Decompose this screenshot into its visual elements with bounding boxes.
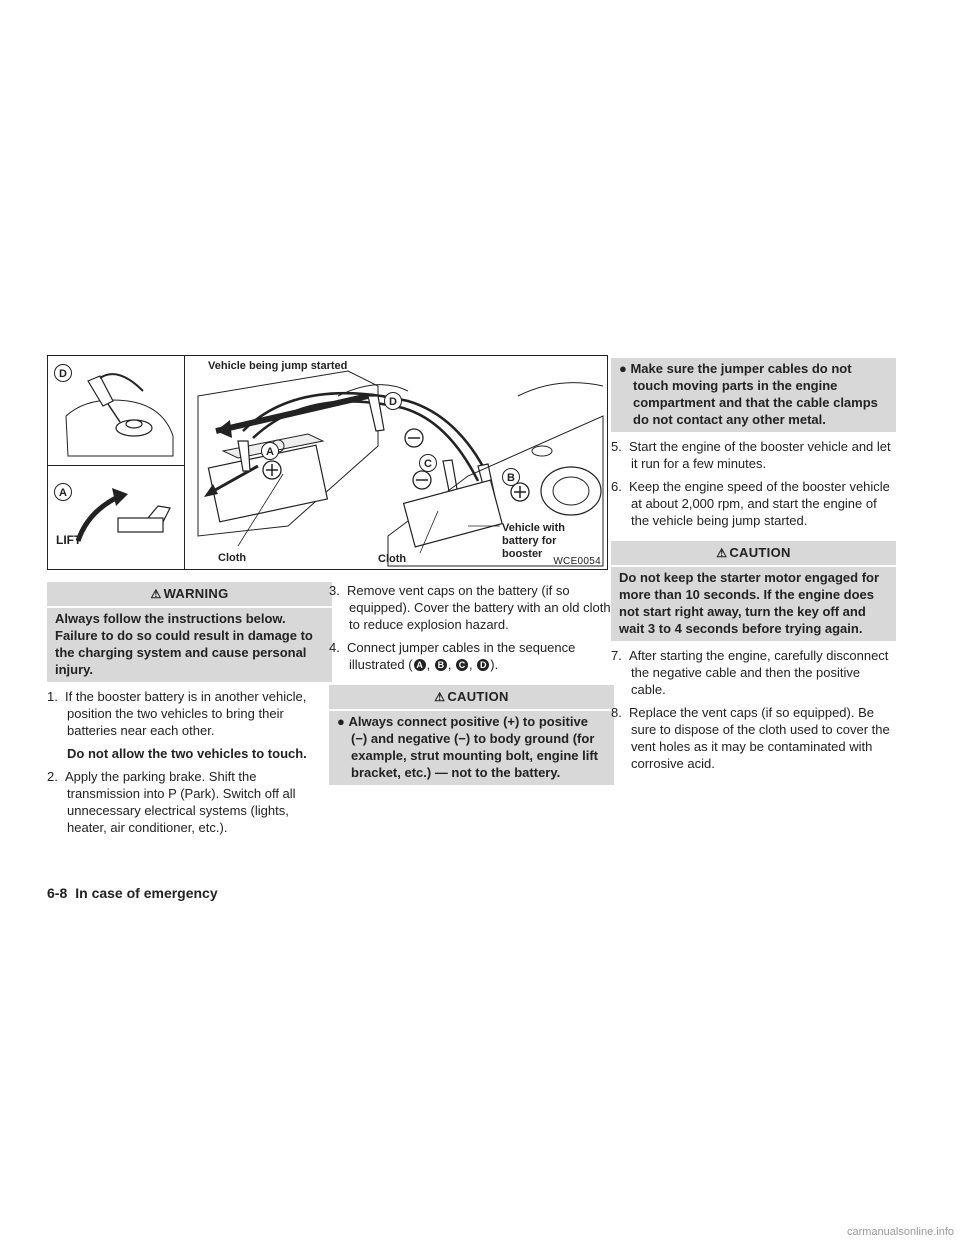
step-4: 4. Connect jumper cables in the sequence illustrated ( A , B , C , D ). [329,640,576,672]
step-text: Replace the vent caps (if so equipped). Be sure to dispose of the cloth used to cover the vent holes as it may be contaminated with corrosive acid. [629,705,890,771]
warning-header [47,582,332,606]
step-number: 5. [611,439,622,454]
bullet-icon: ● [619,361,631,376]
caution-1-header [329,685,614,709]
caution-1-text: Always connect positive (+) to positive (−) and negative (−) to body ground (for example, strut mounting bolt, engine lift bracket, etc.) — not to the battery. [348,714,599,780]
step-number: 8. [611,705,622,720]
cloth-label-left: Cloth [218,552,247,564]
figure-divider [184,356,185,569]
step-2 [47,768,332,836]
caution-2-header [611,541,896,565]
caution-2-title: CAUTION [729,545,791,560]
watermark: carmanualsonline.info [846,1226,954,1238]
warning-triangle-icon: ⚠ [150,587,162,601]
jump-start-illustration [47,355,608,570]
step-text: After starting the engine, carefully disconnect the negative cable and then the positive cable. [629,648,889,697]
lift-label: LIFT [56,533,82,547]
column-1 [47,582,332,836]
step-number: 7. [611,648,622,663]
step-7 [611,647,896,698]
sequence-d: D [477,659,489,671]
page-number: 6-8 [47,885,68,901]
page-footer [47,885,218,901]
step-1-note: Do not allow the two vehicles to touch. [67,746,307,761]
caution-continued-body [611,358,896,432]
bullet-icon: ● [337,714,349,729]
caution-2-body: Do not keep the starter motor engaged for more than 10 seconds. If the engine does not start right away, turn the key off and wait 3 to 4 seconds before trying again. [611,567,896,641]
step-number: 6. [611,479,622,494]
caution-triangle-icon: ⚠ [434,690,446,704]
step-8 [611,704,896,772]
callout-d-inset: D [54,364,72,382]
booster-label-line1: Vehicle with [502,522,565,534]
vehicle-jump-started-label: Vehicle being jump started [208,360,348,372]
column-2 [329,582,614,785]
step-text: Start the engine of the booster vehicle and let it run for a few minutes. [629,439,891,471]
step-number: 2. [47,769,58,784]
caution-1-title: CAUTION [447,689,509,704]
cloth-label-right: Cloth [378,553,407,565]
sequence-c: C [456,659,468,671]
caution-1-body [329,711,614,785]
callout-a: A [261,442,279,460]
callout-c: C [419,454,437,472]
booster-label-line2: battery for [502,535,557,547]
section-title: In case of emergency [75,885,218,901]
warning-body: Always follow the instructions below. Failure to do so could result in damage to the charging system and cause personal injury. [47,608,332,682]
callout-a-inset: A [54,483,72,501]
caution-triangle-icon: ⚠ [716,546,728,560]
step-5 [611,438,896,472]
column-3 [611,358,896,772]
warning-title: WARNING [163,586,229,601]
sequence-a: A [414,659,426,671]
step-text: Remove vent caps on the battery (if so equipped). Cover the battery with an old cloth to reduce explosion hazard. [347,583,611,632]
figure-inset-divider [48,465,184,466]
step-6 [611,478,896,529]
step-text: Keep the engine speed of the booster vehicle at about 2,000 rpm, and start the engine of the vehicle being jump started. [629,479,890,528]
step-text-suffix: ). [490,657,499,672]
booster-label-line3: booster [502,548,543,560]
step-text: If the booster battery is in another vehicle, position the two vehicles to bring their batteries near each other. [65,689,307,738]
caution-continued-text: Make sure the jumper cables do not touch moving parts in the engine compartment and that the cable clamps do not contact any other metal. [630,361,878,427]
step-text: Connect jumper cables in the sequence illustrated ( [347,640,576,672]
callout-b: B [502,468,520,486]
step-1 [47,688,332,739]
step-number: 3. [329,583,340,598]
step-number: 4. [329,640,340,655]
sequence-b: B [435,659,447,671]
figure-code: WCE0054 [553,556,601,567]
callout-d: D [384,392,402,410]
step-number: 1. [47,689,58,704]
step-text: Apply the parking brake. Shift the transmission into P (Park). Switch off all unnecessary electrical systems (lights, heater, air conditioner, etc.). [65,769,296,835]
step-3 [329,582,614,633]
